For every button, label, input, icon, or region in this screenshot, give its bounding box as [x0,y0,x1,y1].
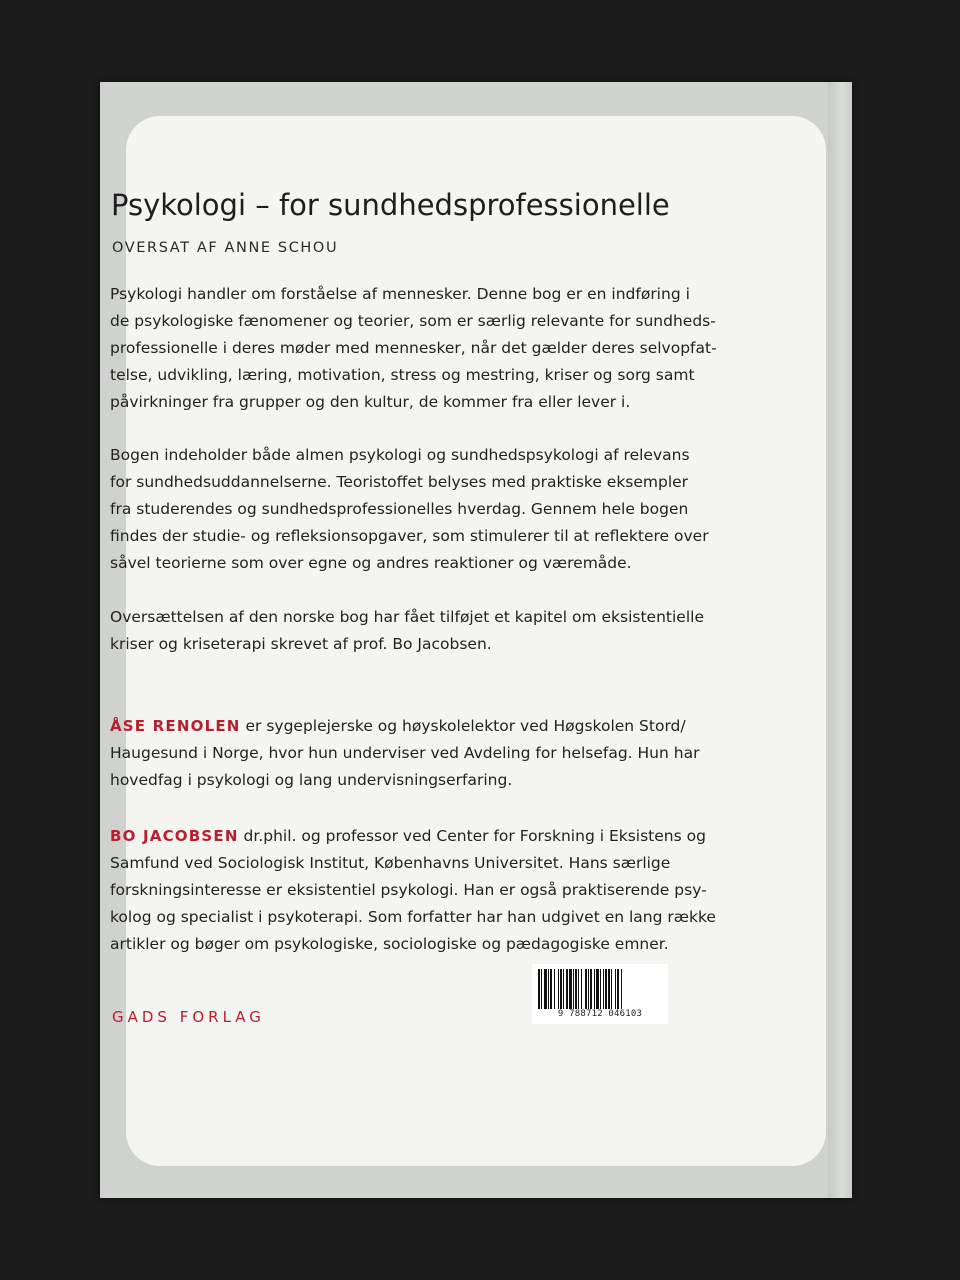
barcode-bar [538,969,540,1009]
text-line: findes der studie- og refleksionsopgaver, som stimulerer til at reflektere over [110,527,709,545]
text-line [110,713,686,740]
text-line: forskningsinteresse er eksistentiel psykologi. Han er også praktiserende psy- [110,881,707,899]
text-line: kolog og specialist i psykoterapi. Som forfatter har han udgivet en lang række [110,908,716,926]
barcode-bar [581,969,582,1009]
text-line: hovedfag i psykologi og lang undervisningserfaring. [110,771,513,789]
text-line: Psykologi handler om forståelse af mennesker. Denne bog er en indføring i [110,285,690,303]
author-name: BO JACOBSEN [110,827,239,845]
barcode-bar [585,969,587,1009]
barcode-bar [566,969,568,1009]
barcode-bar [596,969,599,1009]
barcode-bar [594,969,595,1009]
barcode-bar [605,969,607,1009]
translator-credit: OVERSAT AF ANNE SCHOU [112,240,339,256]
author-bio-text: dr.phil. og professor ved Center for Forskning i Eksistens og [243,827,706,845]
barcode-bar [617,969,619,1009]
author-bio-jacobsen [110,823,716,958]
description-paragraph-1 [110,281,717,416]
barcode-bar [590,969,592,1009]
barcode-bar [563,969,564,1009]
barcode-bar [575,969,577,1009]
text-line: fra studerendes og sundhedsprofessionelles hverdag. Gennem hele bogen [110,500,689,518]
publisher-logo: GADS FORLAG [112,1008,265,1026]
barcode-bar [578,969,579,1009]
description-paragraph-3 [110,604,704,658]
text-line: professionelle i deres møder med mennesker, når det gælder deres selvopfat- [110,339,717,357]
text-line: Samfund ved Sociologisk Institut, Københavns Universitet. Hans særlige [110,854,671,872]
text-line [110,823,706,850]
text-line: Haugesund i Norge, hvor hun underviser ved Avdeling for helsefag. Hun har [110,744,700,762]
text-line: for sundhedsuddannelserne. Teoristoffet belyses med praktiske eksempler [110,473,689,491]
isbn-barcode [532,964,668,1024]
author-bio-text: er sygeplejerske og høyskolelektor ved Høgskolen Stord/ [245,717,686,735]
barcode-bar [573,969,574,1009]
barcode-bar [550,969,552,1009]
text-line: såvel teorierne som over egne og andres reaktioner og væremåde. [110,554,632,572]
text-line: kriser og kriseterapi skrevet af prof. Bo Jacobsen. [110,635,492,653]
text-line: telse, udvikling, læring, motivation, stress og mestring, kriser og sorg samt [110,366,695,384]
text-line: Oversættelsen af den norske bog har fået tilføjet et kapitel om eksistentielle [110,608,704,626]
barcode-bar [560,969,562,1009]
barcode-bar [615,969,616,1009]
description-paragraph-2 [110,442,709,577]
barcode-bar [554,969,555,1009]
book-page-edge [828,82,852,1198]
barcode-bar [600,969,601,1009]
barcode-bars [536,969,664,1009]
text-line: artikler og bøger om psykologiske, sociologiske og pædagogiske emner. [110,935,669,953]
text-line: de psykologiske fænomener og teorier, som er særlig relevante for sundheds- [110,312,716,330]
text-line: påvirkninger fra grupper og den kultur, de kommer fra eller lever i. [110,393,631,411]
text-line: Bogen indeholder både almen psykologi og sundhedspsykologi af relevans [110,446,690,464]
book-title: Psykologi – for sundhedsprofessionelle [111,188,670,222]
barcode-bar [544,969,547,1009]
barcode-bar [558,969,559,1009]
barcode-number: 9 788712 046103 [557,1009,643,1019]
barcode-bar [611,969,612,1009]
author-bio-renolen [110,713,700,794]
barcode-bar [548,969,549,1009]
barcode-bar [608,969,610,1009]
barcode-bar [569,969,572,1009]
barcode-bar [541,969,542,1009]
author-name: ÅSE RENOLEN [110,717,241,735]
barcode-bar [621,969,622,1009]
barcode-bar [603,969,604,1009]
barcode-bar [588,969,589,1009]
